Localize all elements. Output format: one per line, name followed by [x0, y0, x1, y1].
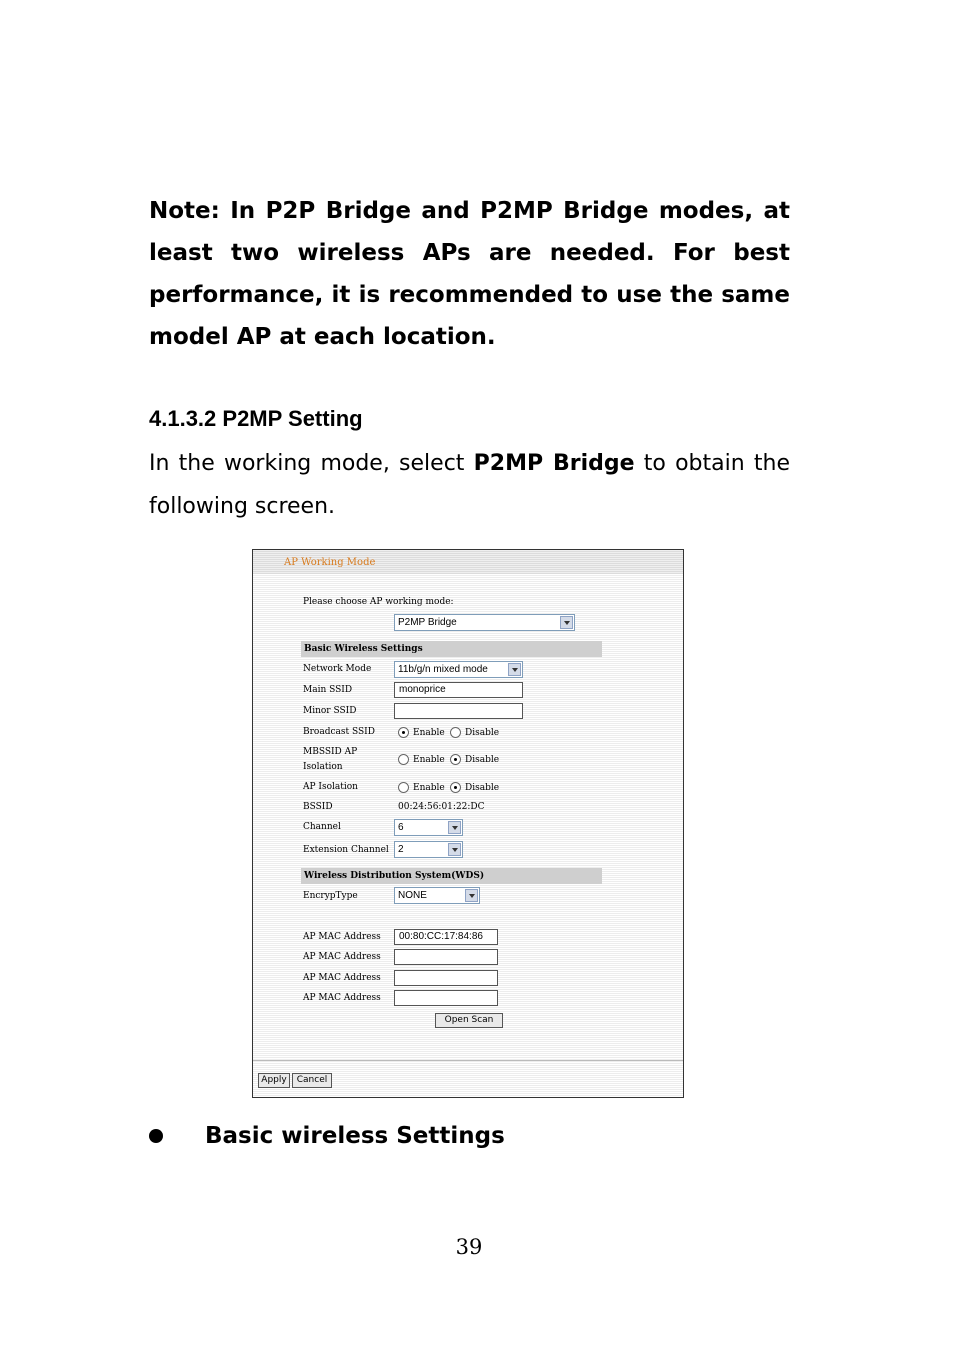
channel-select[interactable]	[394, 819, 463, 836]
mbssid-enable-label: Enable	[413, 755, 445, 765]
mbssid-disable-radio[interactable]	[450, 754, 461, 765]
extension-channel-select[interactable]	[394, 841, 463, 858]
ap-mac-input-3[interactable]	[394, 970, 498, 986]
bssid-label: BSSID	[303, 802, 333, 812]
minor-ssid-label: Minor SSID	[303, 706, 357, 716]
ap-isolation-disable-label: Disable	[465, 783, 500, 793]
broadcast-ssid-enable-label: Enable	[413, 728, 445, 738]
working-mode-value: P2MP Bridge	[398, 617, 457, 628]
network-mode-value: 11b/g/n mixed mode	[398, 664, 488, 675]
encryp-type-label: EncrypType	[303, 891, 358, 901]
bullet-item	[149, 1118, 505, 1154]
ap-mac-input-1[interactable]: 00:80:CC:17:84:86	[394, 929, 498, 945]
chevron-down-icon	[508, 663, 521, 676]
main-ssid-input[interactable]: monoprice	[394, 682, 523, 698]
mbssid-enable-radio[interactable]	[398, 754, 409, 765]
section-heading: 4.1.3.2 P2MP Setting	[149, 406, 363, 431]
ap-mac-label-3: AP MAC Address	[303, 973, 381, 983]
intro-text-bold: P2MP Bridge	[473, 451, 635, 476]
cancel-button[interactable]: Cancel	[292, 1073, 332, 1088]
network-mode-select[interactable]	[394, 661, 523, 678]
ap-isolation-label: AP Isolation	[303, 782, 358, 792]
chevron-down-icon	[465, 889, 478, 902]
bullet-text: Basic wireless Settings	[205, 1123, 505, 1149]
choose-mode-label: Please choose AP working mode:	[303, 597, 454, 607]
footer-divider	[253, 1060, 683, 1061]
network-mode-label: Network Mode	[303, 664, 372, 674]
note-paragraph: Note: In P2P Bridge and P2MP Bridge modes, at least two wireless APs are needed. For best performance, it is recommended to use the same model AP at each location.	[149, 198, 790, 350]
router-screenshot	[252, 549, 684, 1098]
encryp-type-select[interactable]	[394, 887, 480, 904]
mbssid-label-line2: Isolation	[303, 762, 343, 772]
open-scan-button[interactable]: Open Scan	[435, 1013, 503, 1028]
intro-text-after: to obtain the following screen.	[149, 451, 790, 519]
basic-settings-heading: Basic Wireless Settings	[301, 641, 602, 657]
page-number: 39	[455, 1235, 483, 1259]
mbssid-label-line1: MBSSID AP	[303, 747, 358, 757]
encryp-type-value: NONE	[398, 890, 427, 901]
ap-mac-label-4: AP MAC Address	[303, 993, 381, 1003]
broadcast-ssid-enable-radio[interactable]	[398, 727, 409, 738]
broadcast-ssid-disable-radio[interactable]	[450, 727, 461, 738]
channel-value: 6	[398, 822, 404, 833]
wds-heading: Wireless Distribution System(WDS)	[301, 868, 602, 884]
ap-mac-input-2[interactable]	[394, 949, 498, 965]
working-mode-select[interactable]	[394, 614, 575, 631]
bssid-value: 00:24:56:01:22:DC	[398, 802, 485, 812]
intro-text-before: In the working mode, select	[149, 451, 474, 476]
extension-channel-label: Extension Channel	[303, 845, 389, 855]
mbssid-disable-label: Disable	[465, 755, 500, 765]
intro-paragraph	[149, 442, 790, 528]
bullet-icon	[149, 1129, 163, 1143]
chevron-down-icon	[448, 821, 461, 834]
extension-channel-value: 2	[398, 844, 404, 855]
apply-button[interactable]: Apply	[258, 1073, 290, 1088]
chevron-down-icon	[448, 843, 461, 856]
main-ssid-label: Main SSID	[303, 685, 353, 695]
broadcast-ssid-label: Broadcast SSID	[303, 727, 375, 737]
ap-mac-label-1: AP MAC Address	[303, 932, 381, 942]
ap-mac-input-4[interactable]	[394, 990, 498, 1006]
ap-isolation-enable-label: Enable	[413, 783, 445, 793]
chevron-down-icon	[560, 616, 573, 629]
screenshot-title: AP Working Mode	[284, 557, 376, 568]
channel-label: Channel	[303, 822, 341, 832]
ap-isolation-enable-radio[interactable]	[398, 782, 409, 793]
minor-ssid-input[interactable]	[394, 703, 523, 719]
ap-isolation-disable-radio[interactable]	[450, 782, 461, 793]
ap-mac-label-2: AP MAC Address	[303, 952, 381, 962]
broadcast-ssid-disable-label: Disable	[465, 728, 500, 738]
